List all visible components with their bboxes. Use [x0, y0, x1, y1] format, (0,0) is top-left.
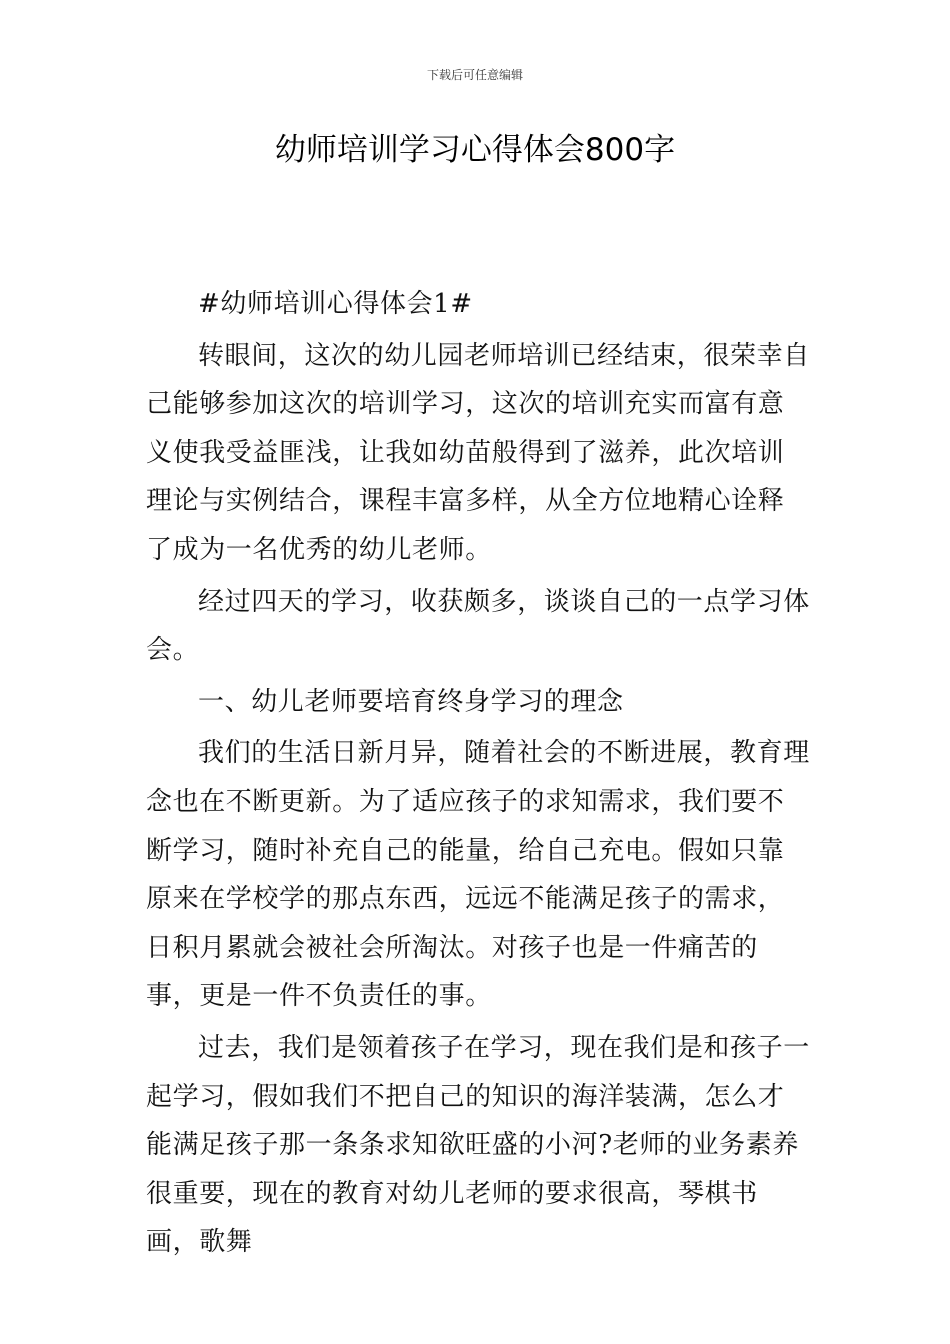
document-body: [146, 280, 810, 1267]
header-note: 下载后可任意编辑: [426, 68, 523, 82]
document-title: 幼师培训学习心得体会800字: [274, 132, 676, 168]
body-paragraph: 过去，我们是领着孩子在学习，现在我们是和孩子一起学习，假如我们不把自己的知识的海洋装满，怎么才能满足孩子那一条条求知欲旺盛的小河?老师的业务素养很重要，现在的教育对幼儿老师的要求很高，琴棋书画，歌舞: [146, 1032, 810, 1258]
body-paragraph: 我们的生活日新月异，随着社会的不断进展，教育理念也在不断更新。为了适应孩子的求知需求，我们要不断学习，随时补充自己的能量，给自己充电。假如只靠原来在学校学的那点东西，远远不能满足孩子的需求，日积月累就会被社会所淘汰。对孩子也是一件痛苦的事，更是一件不负责任的事。: [146, 738, 810, 1012]
section-heading: #幼师培训心得体会1#: [198, 289, 473, 319]
body-paragraph: 经过四天的学习，收获颇多，谈谈自己的一点学习体会。: [146, 586, 810, 666]
body-paragraph: 转眼间，这次的幼儿园老师培训已经结束，很荣幸自己能够参加这次的培训学习，这次的培训充实而富有意义使我受益匪浅，让我如幼苗般得到了滋养，此次培训理论与实例结合，课程丰富多样，从全方位地精心诠释了成为一名优秀的幼儿老师。: [146, 340, 810, 565]
section-subheading: 一、幼儿老师要培育终身学习的理念: [198, 686, 624, 717]
